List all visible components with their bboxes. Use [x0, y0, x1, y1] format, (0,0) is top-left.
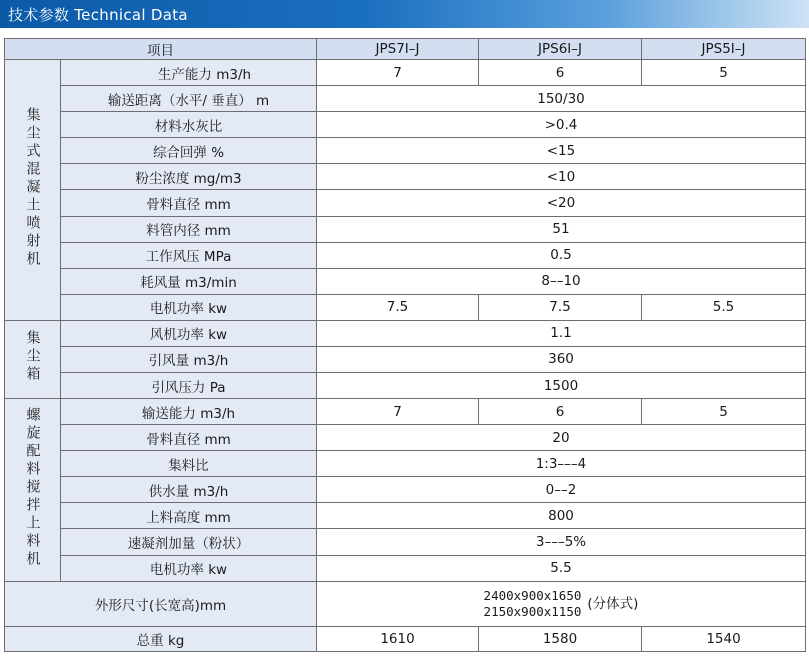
table-row — [5, 451, 806, 477]
cell-value: 7.5 — [317, 294, 479, 320]
technical-data-table — [4, 38, 806, 652]
table-row — [5, 138, 806, 164]
table-row — [5, 373, 806, 399]
row-label: 材料水灰比 — [61, 112, 317, 138]
table-header-row — [5, 39, 806, 60]
cell-value: 1:3–––4 — [317, 451, 806, 477]
table-row — [5, 555, 806, 581]
table-row — [5, 86, 806, 112]
column-header-jps7: JPS7I–J — [317, 39, 479, 60]
row-label: 骨料直径 mm — [61, 190, 317, 216]
row-label: 引风量 m3/h — [61, 346, 317, 372]
cell-value: 7.5 — [479, 294, 642, 320]
dimensions-value — [317, 581, 806, 626]
table-row — [5, 242, 806, 268]
row-label: 输送能力 m3/h — [61, 399, 317, 425]
cell-value: 3–––5% — [317, 529, 806, 555]
cell-value: 1.1 — [317, 320, 806, 346]
cell-value: 7 — [317, 399, 479, 425]
group-label-sprayer: 集尘式混凝土喷射机 — [5, 60, 61, 321]
cell-value: 150/30 — [317, 86, 806, 112]
table-row — [5, 60, 806, 86]
cell-value: 20 — [317, 425, 806, 451]
cell-value: 5.5 — [642, 294, 806, 320]
row-label: 料管内径 mm — [61, 216, 317, 242]
table-row — [5, 529, 806, 555]
cell-value: 1500 — [317, 373, 806, 399]
row-label: 速凝剂加量（粉状） — [61, 529, 317, 555]
table-row — [5, 425, 806, 451]
row-label: 风机功率 kw — [61, 320, 317, 346]
column-header-item: 项目 — [5, 39, 317, 60]
cell-value: <20 — [317, 190, 806, 216]
cell-value: 360 — [317, 346, 806, 372]
table-row — [5, 294, 806, 320]
cell-value: <15 — [317, 138, 806, 164]
row-label: 耗风量 m3/min — [61, 268, 317, 294]
row-label: 综合回弹 % — [61, 138, 317, 164]
row-label: 生产能力 m3/h — [61, 60, 317, 86]
dimensions-label: 外形尺寸(长宽高)mm — [5, 581, 317, 626]
group-label-screw-feeder: 螺旋配料搅拌上料机 — [5, 399, 61, 582]
cell-value: 5 — [642, 60, 806, 86]
cell-value: <10 — [317, 164, 806, 190]
table-row — [5, 164, 806, 190]
row-label: 电机功率 kw — [61, 555, 317, 581]
table-row — [5, 190, 806, 216]
cell-value: 5.5 — [317, 555, 806, 581]
row-label: 骨料直径 mm — [61, 425, 317, 451]
table-row — [5, 320, 806, 346]
table-row — [5, 503, 806, 529]
cell-value: 800 — [317, 503, 806, 529]
row-label: 集料比 — [61, 451, 317, 477]
table-row — [5, 399, 806, 425]
dimensions-line-1: 2400x900x1650 — [483, 587, 582, 603]
weight-row — [5, 626, 806, 651]
table-row — [5, 216, 806, 242]
cell-value: 0––2 — [317, 477, 806, 503]
cell-value: 6 — [479, 60, 642, 86]
cell-value: 5 — [642, 399, 806, 425]
column-header-jps6: JPS6I–J — [479, 39, 642, 60]
section-title: 技术参数 Technical Data — [8, 5, 188, 24]
cell-value: 1580 — [479, 626, 642, 651]
table-row — [5, 477, 806, 503]
row-label: 工作风压 MPa — [61, 242, 317, 268]
cell-value: 51 — [317, 216, 806, 242]
cell-value: >0.4 — [317, 112, 806, 138]
cell-value: 7 — [317, 60, 479, 86]
cell-value: 8––10 — [317, 268, 806, 294]
weight-label: 总重 kg — [5, 626, 317, 651]
dimensions-row — [5, 581, 806, 626]
column-header-jps5: JPS5I–J — [642, 39, 806, 60]
table-row — [5, 346, 806, 372]
row-label: 引风压力 Pa — [61, 373, 317, 399]
cell-value: 0.5 — [317, 242, 806, 268]
cell-value: 6 — [479, 399, 642, 425]
row-label: 输送距离（水平/ 垂直） m — [61, 86, 317, 112]
table-row — [5, 112, 806, 138]
cell-value: 1540 — [642, 626, 806, 651]
section-header — [0, 0, 809, 28]
dimensions-note: (分体式) — [587, 595, 639, 612]
dimensions-line-2: 2150x900x1150 — [483, 603, 582, 619]
group-label-dust-box: 集尘箱 — [5, 320, 61, 398]
row-label: 供水量 m3/h — [61, 477, 317, 503]
cell-value: 1610 — [317, 626, 479, 651]
row-label: 电机功率 kw — [61, 294, 317, 320]
row-label: 上料高度 mm — [61, 503, 317, 529]
row-label: 粉尘浓度 mg/m3 — [61, 164, 317, 190]
table-row — [5, 268, 806, 294]
